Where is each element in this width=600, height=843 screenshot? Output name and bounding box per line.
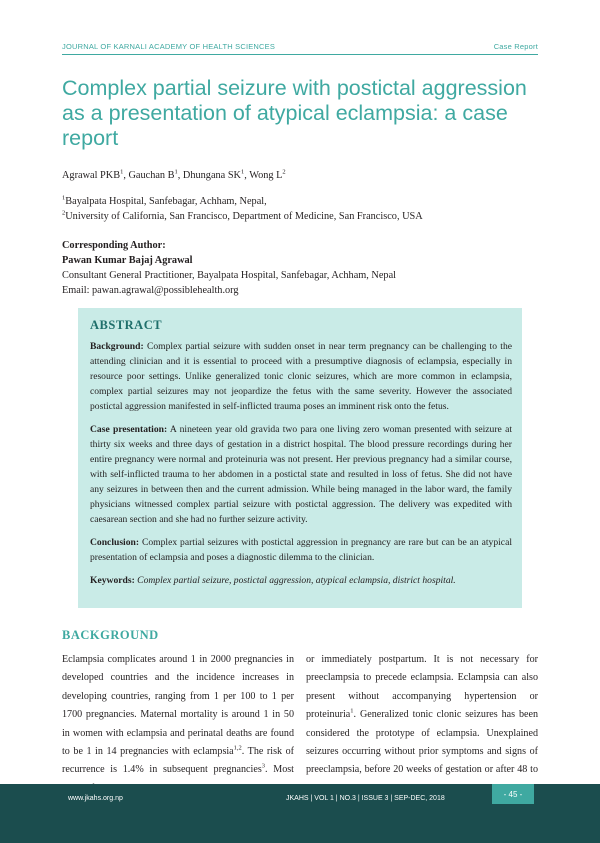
body-column-right [306, 651, 538, 798]
citation-sup: 1,2 [233, 744, 242, 752]
affiliation-text: University of California, San Francisco, Department of Medicine, San Francisco, USA [65, 211, 423, 222]
body-text: or immediately postpartum. It is not necessary for preeclampsia to precede eclampsia. Eclampsia can also present without accompanying hypertension or proteinuria [306, 654, 538, 721]
corresponding-name: Pawan Kumar Bajaj Agrawal [62, 255, 193, 266]
journal-name: JOURNAL OF KARNALI ACADEMY OF HEALTH SCIENCES [62, 42, 276, 51]
author-sup: 1 [120, 168, 124, 176]
case-label: Case presentation: [90, 424, 168, 435]
conclusion-text: Complex partial seizures with postictal aggression in pregnancy are rare but can be an atypical presentation of eclampsia and poses a diagnostic dilemma to the clinician. [90, 537, 512, 563]
corresponding-author [62, 238, 396, 298]
corresponding-position: Consultant General Practitioner, Bayalpata Hospital, Sanfebagar, Achham, Nepal [62, 270, 397, 281]
keywords-text: Complex partial seizure, postictal aggression, atypical eclampsia, district hospital. [134, 575, 456, 586]
background-label: Background: [90, 341, 144, 352]
author-name: Gauchan B [128, 170, 175, 181]
abstract-box [78, 308, 522, 608]
keywords-label: Keywords: [90, 575, 135, 586]
author-list: Agrawal PKB$^1$, Gauchan $B^1$, Dhungana $SK^1$, Wong $L^2$ [62, 168, 286, 181]
body-text: . Most [265, 764, 294, 776]
body-text: . The risk of recurrence is 1.4% in subsequent pregnancies [62, 746, 295, 776]
case-text: A nineteen year old gravida two para one living zero woman presented with seizure at thirty six weeks and three days of gestation in a district hospital. The blood pressure recordings during her entire pregnancy were normal and proteinuria was not present. Her previous pregnancy had a similar course, with self-inflicted trauma to her abdomen in a postictal state and resulted in loss of fetus. She did not have any seizures in between then and the current admission. While being managed in the labor ward, the family physicians witnessed complex partial seizure with postictal aggression. The delivery was expedited with caesarean section and she had no further seizure activity. [90, 424, 512, 525]
abstract-background [90, 339, 512, 414]
footer-website[interactable]: www.jkahs.org.np [68, 795, 123, 802]
corresponding-email[interactable]: Email: pawan.agrawal@possiblehealth.org [62, 285, 239, 296]
abstract-case [90, 422, 512, 527]
affiliation-1 [62, 196, 267, 207]
affiliation-sup: 1 [62, 194, 66, 202]
author-sup: 1 [240, 168, 245, 176]
citation-sup: 1 [350, 707, 354, 715]
citation-sup: 3 [261, 763, 265, 771]
author-sup: 2 [282, 168, 286, 176]
affiliation-2 [62, 211, 423, 222]
page-number: - 45 - [503, 790, 523, 799]
author-name: Agrawal PKB [62, 170, 121, 181]
author-name: Wong L [249, 170, 283, 181]
affiliation-text: Bayalpata Hospital, Sanfebagar, Achham, Nepal, [65, 196, 267, 207]
article-type: Case Report [493, 42, 538, 51]
body-column-left [62, 651, 294, 798]
background-heading: BACKGROUND [62, 628, 159, 642]
abstract-keywords [90, 573, 512, 588]
corresponding-heading: Corresponding Author: [62, 240, 166, 251]
footer-issue: JKAHS | VOL 1 | NO.3 | ISSUE 3 | SEP-DEC, 2018 [286, 795, 445, 802]
conclusion-label: Conclusion: [90, 537, 140, 548]
author-sup: 1 [174, 168, 178, 176]
body-text: . Generalized tonic clonic seizures has been considered the prototype of eclampsia. Unexplained seizures occurring without prior symptoms and signs of preeclampsia, before 20 weeks of gestation or after 48 to [306, 709, 538, 776]
affiliation-sup: 2 [62, 209, 66, 217]
author-name: Dhungana SK [182, 170, 241, 181]
article-title: Complex partial seizure with postictal aggression as a presentation of atypical eclampsia: a case report [62, 76, 527, 150]
body-text: Eclampsia complicates around 1 in 2000 pregnancies in developed countries and the incidence increases in developing countries, ranging from 1 per 100 to 1 per 1700 pregnancies. Maternal mortality is around 1 in 50 in women with eclampsia and perinatal deaths are found to be 1 in 14 pregnancies with eclampsia [62, 654, 294, 758]
background-text: Complex partial seizure with sudden onset in near term pregnancy can be challenging to the attending clinician and it is essential to proceed with a presumptive diagnosis of eclampsia, especially in resource poor settings. Unlike generalized tonic clonic seizures, which are more common in eclampsia, complex partial seizures may not jeopardize the fetus with the same severity. However the associated postictal aggression manifested in self-inflicted trauma poses an imminent risk onto the fetus. [90, 341, 512, 412]
abstract-conclusion [90, 535, 512, 565]
abstract-heading: ABSTRACT [90, 318, 163, 332]
header-rule [62, 54, 538, 55]
